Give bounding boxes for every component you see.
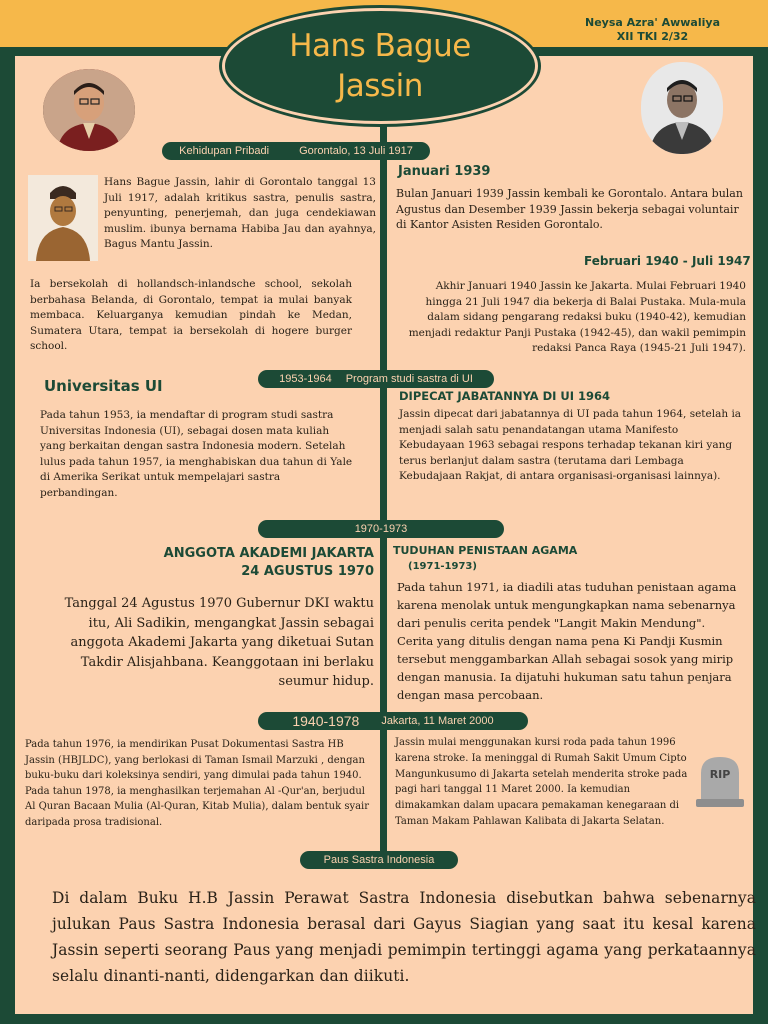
wafat-paragraph: Jassin mulai menggunakan kursi roda pada tahun 1996 karena stroke. Ia meninggal di Rumah Sakit Umum Cipto Mangunkusumo di Jakarta setelah menderita stroke pada pagi hari tanggal 11 Maret 2000. Ia kemudian dimakamkan dalam upacara pemakaman kenegaraan di Taman Makam Pahlawan Kalibata di Jakarta Selatan. — [395, 737, 688, 827]
akademi-title-line-1: ANGGOTA AKADEMI JAKARTA — [163, 546, 374, 561]
header-ui-label: Program studi sastra di UI — [345, 373, 473, 385]
tombstone-icon — [693, 753, 747, 809]
rip-tombstone — [693, 753, 747, 809]
akademi-title — [112, 545, 374, 581]
author-class: XII TKI 2/32 — [616, 30, 689, 43]
pusat-paragraph-1: Pada tahun 1976, ia mendirikan Pusat Dokumentasi Sastra HB Jassin (HBJLDC), yang berlokasi di Taman Ismail Marzuki , dengan buku-buku dari koleksinya sendiri, yang dimulai pada tahun 1940. — [25, 739, 365, 781]
tuduhan-title: TUDUHAN PENISTAAN AGAMA — [393, 544, 578, 557]
feb1940-title: Februari 1940 - Juli 1947 — [584, 254, 751, 268]
author-credit — [585, 16, 720, 44]
pusat-dokumentasi-paragraph — [25, 737, 373, 830]
author-name: Neysa Azra' Awwaliya — [585, 16, 720, 29]
pusat-paragraph-2: Pada tahun 1978, ia menghasilkan terjemahan Al -Qur'an, berjudul Al Quran Bacaan Mulia (Al-Quran, Kitab Mulia), dalam bentuk syair daripada prosa tradisional. — [25, 785, 370, 828]
universitas-ui-paragraph: Pada tahun 1953, ia mendaftar di program studi sastra Universitas Indonesia (UI), sebagai dosen mata kuliah yang berkaitan dengan sastra Indonesia modern. Setelah lulus pada tahun 1957, ia menghabiskan dua tahun di Yale di Amerika Serikat untuk mempelajari sastra perbandingan. — [40, 409, 353, 499]
school-paragraph: Ia bersekolah di hollandsch-inlandsche school, sekolah berbahasa Belanda, di Gorontalo, tempat ia mulai banyak membaca. Keluarganya kemudian pindah ke Medan, Sumatera Utara, tempat ia bersekolah di hogere burger school. — [30, 278, 352, 352]
header-late-years: 1940-1978 — [292, 713, 360, 729]
rip-label: RIP — [709, 768, 731, 781]
dipecat-paragraph: Jassin dipecat dari jabatannya di UI pada tahun 1964, setelah ia menjadi salah satu penandatangan utama Manifesto Kebudayaan 1963 sebagai respons terhadap tekanan kiri yang terus berlanjut dalam sastra (terutama dari Lembaga Kebudajaan Rakjat, di antara organisasi-organisasi lainnya). — [399, 408, 742, 482]
tuduhan-paragraph: Pada tahun 1971, ia diadili atas tuduhan penistaan agama karena menolak untuk mengungkapkan nama sebenarnya dari penulis cerita pendek "Langit Makin Mendung". Cerita yang ditulis dengan nama pena Ki Pandji Kusmin tersebut menggambarkan Allah sebagai sosok yang mirip dengan manusia. Ia dijatuhi hukuman satu tahun penjara dengan masa percobaan. — [397, 580, 737, 702]
title-line-1: Hans Bague — [289, 28, 471, 64]
jan1939-paragraph: Bulan Januari 1939 Jassin kembali ke Gorontalo. Antara bulan Agustus dan Desember 1939 Jassin bekerja sebagai voluntair di Kantor Asisten Residen Gorontalo. — [396, 187, 743, 231]
bust-statue-photo — [28, 175, 98, 261]
akademi-paragraph: Tanggal 24 Agustus 1970 Gubernur DKI waktu itu, Ali Sadikin, mengangkat Jassin sebagai anggota Akademi Jakarta yang diketuai Sutan Takdir Alisjahbana. Keanggotaan ini berlaku seumur hidup. — [64, 596, 374, 689]
portrait-right-figure — [641, 62, 723, 154]
header-kehidupan-label: Kehidupan Pribadi — [179, 145, 270, 157]
jan1939-title: Januari 1939 — [398, 164, 491, 179]
bust-statue-figure — [28, 175, 98, 261]
tuduhan-subtitle: (1971-1973) — [408, 561, 477, 572]
akademi-title-line-2: 24 AGUSTUS 1970 — [241, 564, 374, 579]
header-akademi-years: 1970-1973 — [354, 523, 408, 535]
header-1940-1978 — [258, 712, 528, 730]
header-ui-years: 1953-1964 — [279, 373, 332, 385]
portrait-left — [43, 69, 135, 151]
header-paus-sastra — [300, 851, 458, 869]
portrait-right — [641, 62, 723, 154]
timeline-line — [380, 124, 387, 864]
header-death-date: Jakarta, 11 Maret 2000 — [381, 715, 494, 727]
header-kehidupan-pribadi — [162, 142, 430, 160]
title-line-2: Jassin — [337, 68, 423, 104]
universitas-ui-title: Universitas UI — [44, 377, 163, 395]
header-paus-label: Paus Sastra Indonesia — [323, 854, 435, 866]
portrait-left-figure — [43, 69, 135, 151]
header-1970-1973 — [258, 520, 504, 538]
bio-paragraph: Hans Bague Jassin, lahir di Gorontalo tanggal 13 Juli 1917, adalah kritikus sastra, penulis sastra, penyunting, penerjemah, dan juga cendekiawan muslim. ibunya bernama Habiba Jau dan ayahnya, Bagus Mantu Jassin. — [104, 176, 376, 250]
paus-paragraph: Di dalam Buku H.B Jassin Perawat Sastra Indonesia disebutkan bahwa sebenarnya julukan Paus Sastra Indonesia berasal dari Gayus Siagian yang saat itu kesal karena Jassin seperti seorang Paus yang menjadi pemimpin tertinggi agama yang perkataannya selalu dinanti-nanti, didengarkan dan diikuti. — [52, 889, 756, 985]
feb1940-paragraph: Akhir Januari 1940 Jassin ke Jakarta. Mulai Februari 1940 hingga 21 Juli 1947 dia bekerja di Balai Pustaka. Mula-mula dalam sidang pengarang redaksi buku (1940-42), kemudian menjadi redaktur Panji Pustaka (1942-45), dan wakil pemimpin redaksi Panca Raya (1945-21 Juli 1947). — [408, 280, 746, 354]
title-badge — [222, 8, 538, 124]
header-birth-date: Gorontalo, 13 Juli 1917 — [299, 145, 413, 157]
dipecat-title: DIPECAT JABATANNYA DI UI 1964 — [399, 389, 611, 403]
header-program-studi — [258, 370, 494, 388]
